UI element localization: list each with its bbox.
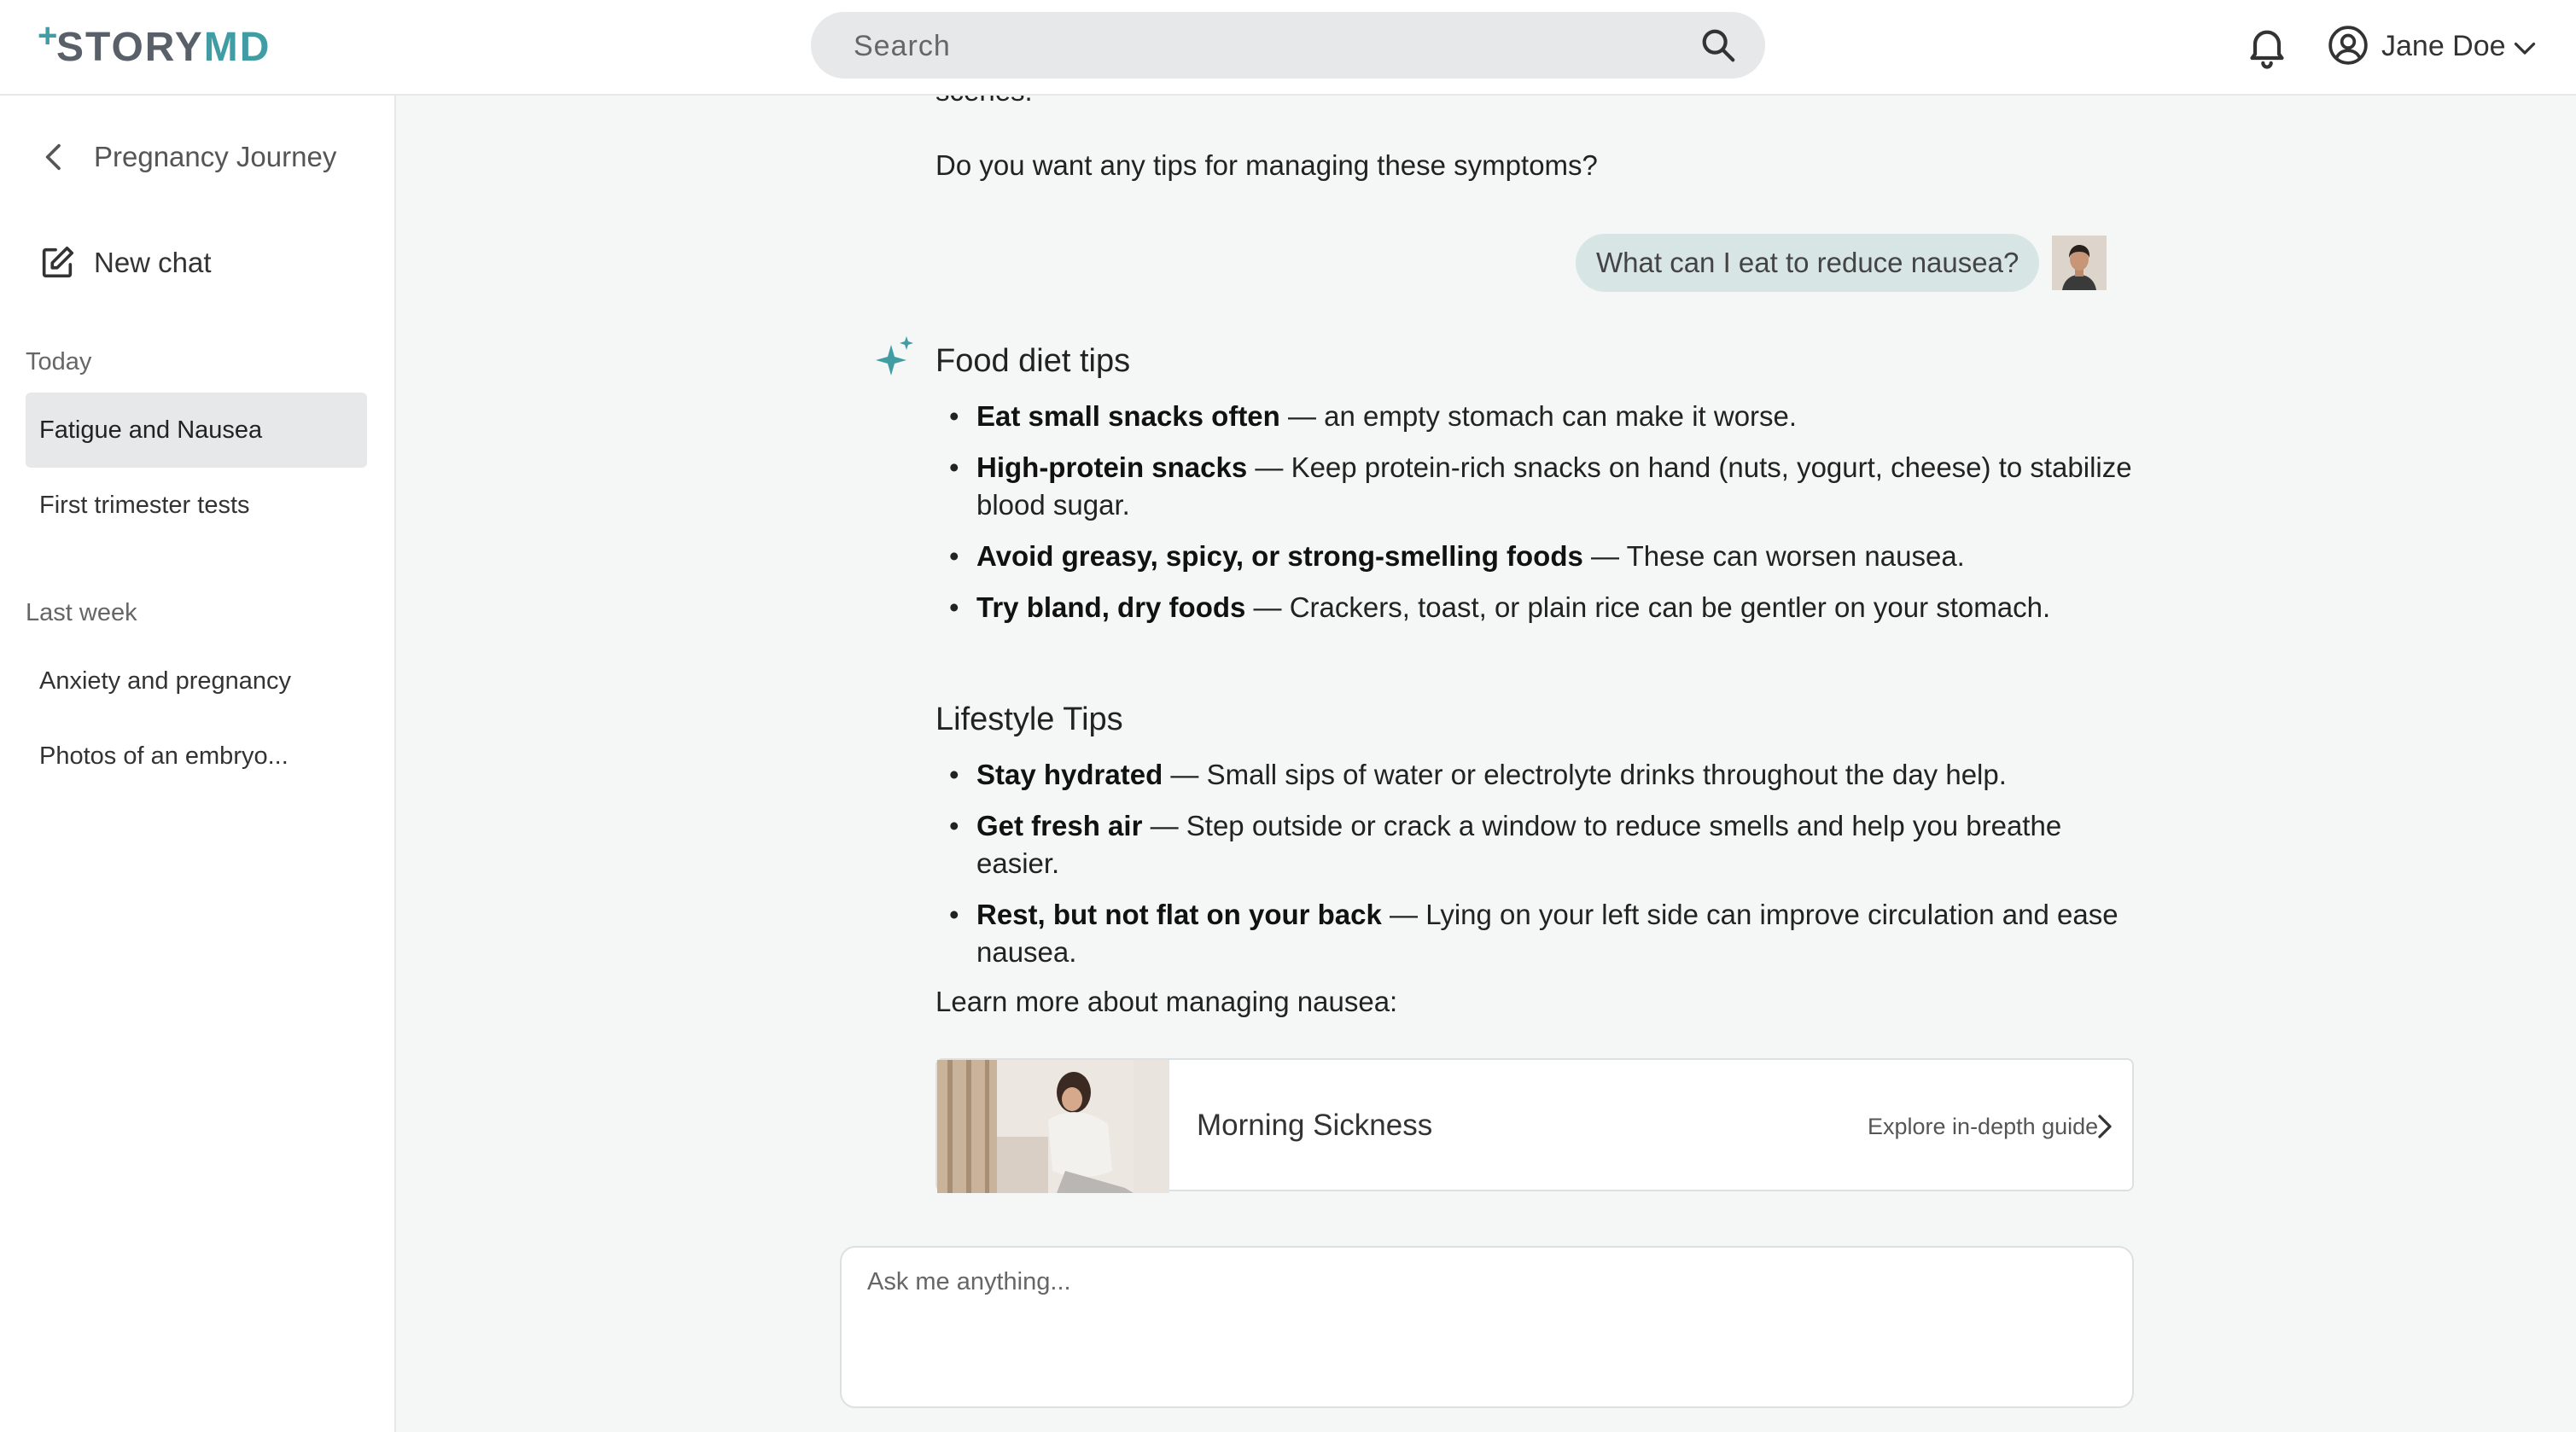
- explore-guide-link[interactable]: Explore in-depth guide: [1868, 1114, 2099, 1139]
- section-label-last-week: Last week: [26, 599, 137, 626]
- bullet-bold: Stay hydrated: [976, 759, 1163, 790]
- user-message-bubble: What can I eat to reduce nausea?: [1576, 234, 2039, 292]
- bullet-dot: •: [949, 899, 959, 930]
- bullet-text: — Small sips of water or electrolyte drinks throughout the day help.: [1163, 759, 2007, 790]
- chevron-right-icon[interactable]: [2089, 1109, 2120, 1144]
- section-label-today: Today: [26, 348, 92, 375]
- bullet-bold: Get fresh air: [976, 810, 1143, 841]
- bullet-dot: •: [949, 759, 959, 790]
- bullet-dot: •: [949, 540, 959, 572]
- back-label: Pregnancy Journey: [94, 141, 337, 172]
- chevron-left-icon: [38, 140, 72, 174]
- guide-card-photo: [937, 1060, 1169, 1193]
- bullet-text: — Step outside or crack a window to reduce smells and help you breathe easier.: [976, 810, 2062, 879]
- learn-more-text: Learn more about managing nausea:: [935, 986, 1398, 1017]
- search-icon[interactable]: [1699, 26, 1738, 65]
- avatar-portrait: [2052, 236, 2107, 290]
- new-chat-button[interactable]: [38, 239, 212, 287]
- chat-item-anxiety[interactable]: Anxiety and pregnancy: [39, 667, 292, 695]
- new-chat-icon: [38, 243, 77, 282]
- bullet-dot: •: [949, 451, 959, 483]
- bullet-text: — Crackers, toast, or plain rice can be gentler on your stomach.: [1245, 591, 2051, 623]
- list-item: [949, 807, 2144, 882]
- chevron-down-icon[interactable]: [2509, 32, 2540, 63]
- bullet-text: — Keep protein-rich snacks on hand (nuts, yogurt, cheese) to stabilize blood sugar.: [976, 451, 2132, 521]
- list-item: [949, 896, 2144, 971]
- user-name[interactable]: Jane Doe: [2381, 30, 2506, 62]
- bullet-bold: Rest, but not flat on your back: [976, 899, 1382, 930]
- bullet-bold: Eat small snacks often: [976, 400, 1280, 432]
- list-item: [949, 538, 2144, 575]
- chat-composer[interactable]: [840, 1246, 2134, 1408]
- back-to-journey-button[interactable]: [38, 133, 336, 181]
- list-item: [949, 756, 2144, 794]
- chat-item-fatigue-nausea[interactable]: Fatigue and Nausea: [26, 393, 367, 468]
- lifestyle-tips-heading: Lifestyle Tips: [935, 701, 1123, 737]
- search-input[interactable]: [852, 12, 1623, 80]
- list-item: [949, 449, 2144, 524]
- logo-story: STORY: [56, 25, 204, 70]
- bullet-dot: •: [949, 810, 959, 841]
- new-chat-label: New chat: [94, 247, 212, 278]
- bullet-text: — Lying on your left side can improve circulation and ease nausea.: [976, 899, 2118, 968]
- assistant-prev-question: Do you want any tips for managing these symptoms?: [935, 149, 1598, 181]
- guide-card-title: Morning Sickness: [1197, 1109, 1433, 1142]
- logo-plus: +: [38, 17, 60, 55]
- avatar: [2052, 236, 2107, 290]
- user-circle-icon[interactable]: [2327, 24, 2369, 67]
- chat-item-first-trimester[interactable]: First trimester tests: [39, 492, 250, 519]
- search-bar[interactable]: [811, 12, 1765, 79]
- bullet-text: — These can worsen nausea.: [1582, 540, 1965, 572]
- logo-md: MD: [203, 25, 271, 70]
- sidebar: [0, 96, 396, 1432]
- bullet-bold: High-protein snacks: [976, 451, 1248, 483]
- food-tips-heading: Food diet tips: [935, 343, 1131, 379]
- storymd-logo[interactable]: [38, 17, 271, 73]
- bell-icon[interactable]: [2243, 22, 2291, 70]
- morning-sickness-guide-card[interactable]: [935, 1058, 2134, 1191]
- list-item: [949, 398, 2144, 435]
- chat-input[interactable]: [865, 1266, 2098, 1389]
- chat-item-embryo-photos[interactable]: Photos of an embryo...: [39, 742, 288, 770]
- list-item: [949, 589, 2144, 626]
- bullet-dot: •: [949, 400, 959, 432]
- sparkle-icon: [874, 335, 915, 379]
- top-header: [0, 0, 2576, 96]
- bullet-bold: Try bland, dry foods: [976, 591, 1246, 623]
- bullet-bold: Avoid greasy, spicy, or strong-smelling foods: [976, 540, 1583, 572]
- bullet-text: — an empty stomach can make it worse.: [1279, 400, 1798, 432]
- bullet-dot: •: [949, 591, 959, 623]
